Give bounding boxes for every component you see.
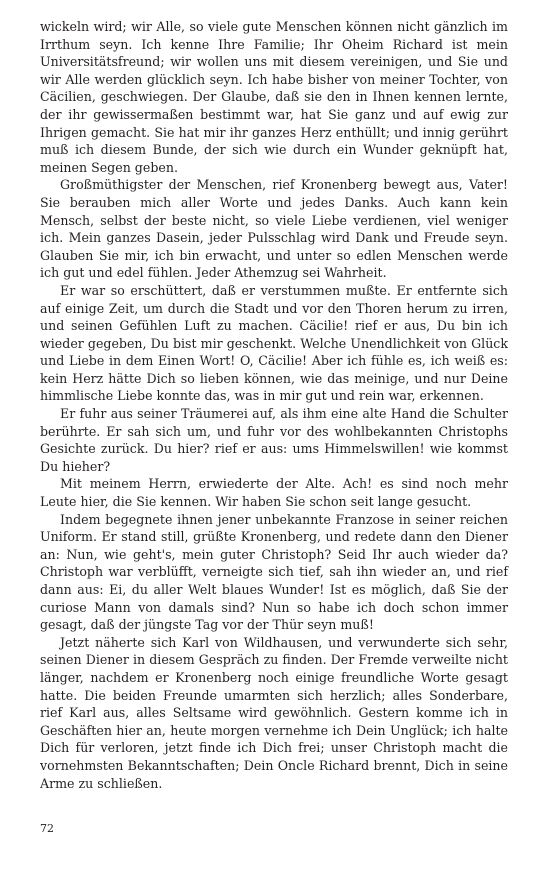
- paragraph-2: Großmüthigster der Menschen, rief Kronenberg bewegt aus, Vater! Sie berauben mich aller Worte und jedes Danks. Auch kann kein Mensch, selbst der beste nicht, so viele Liebe verdienen, viel weniger ich. Mein ganzes Dasein, jeder Pulsschlag wird Dank und Freude seyn. Glauben Sie mir, ich bin erwacht, und unter so edlen Menschen werde ich gut und edel fühlen. Jeder Athemzug sei Wahrheit.: [40, 177, 508, 281]
- paragraph-3: Er war so erschüttert, daß er verstummen mußte. Er entfernte sich auf einige Zeit, um durch die Stadt und vor den Thoren herum zu irren, und seinen Gefühlen Luft zu machen. Cäcilie! rief er aus, Du bin ich wieder gegeben, Du bist mir geschenkt. Welche Unendlichkeit von Glück und Liebe in dem Einen Wort! O, Cäcilie! Aber ich fühle es, ich weiß es: kein Herz hätte Dich so lieben können, wie das meinige, und nur Deine himmlische Liebe konnte das, was in mir gut und rein war, erkennen.: [40, 282, 508, 404]
- paragraph-6: Indem begegnete ihnen jener unbekannte Franzose in seiner reichen Uniform. Er stand still, grüßte Kronenberg, und redete dann den Diener an: Nun, wie geht's, mein guter Christoph? Seid Ihr auch wieder da? Christoph war verblüfft, verneigte sich tief, sah ihn wieder an, und rief dann aus: Ei, du aller Welt blaues Wunder! Ist es möglich, daß Sie der curiose Mann von damals sind? Nun so habe ich doch schon immer gesagt, daß der jüngste Tag vor der Thür seyn muß!: [40, 511, 508, 633]
- paragraph-7: Jetzt näherte sich Karl von Wildhausen, und verwunderte sich sehr, seinen Diener in diesem Gespräch zu finden. Der Fremde verweilte nicht länger, nachdem er Kronenberg noch einige freundliche Worte gesagt hatte. Die beiden Freunde umarmten sich herzlich; alles Sonderbare, rief Karl aus, alles Seltsame wird gewöhnlich. Gestern komme ich in Geschäften hier an, heute morgen vernehme ich Dein Unglück; ich halte Dich für verloren, jetzt finde ich Dich frei; unser Christoph macht die vornehmsten Bekanntschaften; Dein Oncle Richard brennt, Dich in seine Arme zu schließen.: [40, 634, 508, 791]
- page-body: [40, 18, 508, 792]
- paragraph-1: wickeln wird; wir Alle, so viele gute Menschen können nicht gänzlich im Irrthum seyn. Ich kenne Ihre Familie; Ihr Oheim Richard ist mein Universitätsfreund; wir wollen uns mit diesem vereinigen, und Sie und wir Alle werden glücklich seyn. Ich habe bisher von meiner Tochter, von Cäcilien, geschwiegen. Der Glaube, daß sie den in Ihnen kennen lernte, der ihr gewissermaßen bestimmt war, hat Sie ganz und auf ewig zur Ihrigen gemacht. Sie hat mir ihr ganzes Herz enthüllt; und innig gerührt muß ich diesem Bunde, der sich wie durch ein Wunder geknüpft hat, meinen Segen geben.: [40, 19, 508, 175]
- paragraph-5: Mit meinem Herrn, erwiederte der Alte. Ach! es sind noch mehr Leute hier, die Sie kennen. Wir haben Sie schon seit lange gesucht.: [40, 476, 508, 510]
- paragraph-4: Er fuhr aus seiner Träumerei auf, als ihm eine alte Hand die Schulter berührte. Er sah sich um, und fuhr vor des wohlbekannten Christophs Gesichte zurück. Du hier? rief er aus: ums Himmelswillen! wie kommst Du hieher?: [40, 406, 508, 474]
- page-number: 72: [40, 822, 54, 835]
